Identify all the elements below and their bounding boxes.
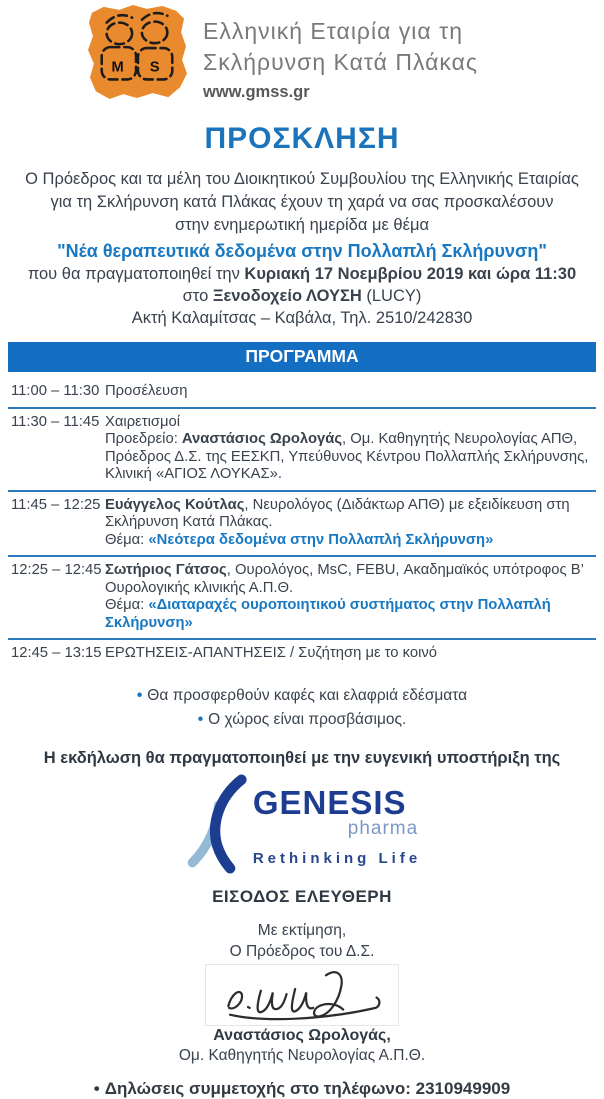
event-venue-line	[0, 285, 604, 307]
program-row	[8, 640, 596, 669]
bullet-icon: •	[197, 710, 204, 728]
genesis-logo-text	[253, 776, 421, 867]
speaker-name: Ευάγγελος Κούτλας	[105, 496, 245, 513]
program-row	[8, 557, 596, 640]
topic-line	[105, 597, 592, 632]
sponsor-logo	[0, 776, 604, 872]
header	[0, 0, 604, 102]
chair-label: Προεδρείο:	[105, 431, 182, 447]
program-desc	[105, 497, 596, 550]
row-chair	[105, 431, 592, 484]
program-row	[8, 378, 596, 409]
event-address-line: Ακτή Καλαμίτσας – Καβάλα, Τηλ. 2510/242830	[131, 309, 473, 327]
program-table	[8, 378, 596, 669]
speaker-name: Σωτήριος Γάτσος	[105, 562, 227, 578]
event-theme: "Νέα θεραπευτικά δεδομένα στην Πολλαπλή Σκλήρυνση"	[57, 241, 547, 261]
ms-society-logo-icon	[86, 3, 188, 101]
sponsor-name: GENESIS	[252, 783, 407, 821]
signer-name: Αναστάσιος Ωρολογάς,	[213, 1026, 391, 1044]
venue-prefix: στο	[182, 287, 213, 305]
org-name-block	[203, 3, 478, 102]
date-prefix: που θα πραγματοποιηθεί την	[27, 265, 245, 283]
closing-role: Ο Πρόεδρος του Δ.Σ.	[229, 942, 375, 960]
chair-name: Αναστάσιος Ωρολογάς	[181, 431, 343, 447]
registration-text: Δηλώσεις συμμετοχής στο τηλέφωνο: 2310949909	[104, 1078, 511, 1098]
speaker-line	[105, 497, 592, 532]
registration-line	[0, 1079, 604, 1099]
topic-line	[105, 532, 592, 550]
logo-letter-s: S	[149, 59, 160, 76]
org-name-line2: Σκλήρυνση Κατά Πλάκας	[203, 49, 479, 75]
intro-line2: για τη Σκλήρυνση κατά Πλάκας έχουν τη χαρά να σας προσκαλέσουν	[50, 193, 554, 211]
topic-label: Θέμα:	[105, 597, 149, 613]
bullet-icon: •	[93, 1078, 100, 1098]
event-date-line	[0, 263, 604, 285]
program-desc	[105, 414, 596, 484]
date-value: Κυριακή 17 Νοεμβρίου 2019 και ώρα 11:30	[244, 265, 577, 283]
note-item	[0, 684, 604, 708]
program-time: 12:45 – 13:15	[11, 645, 102, 661]
sponsor-tagline: Rethinking Life	[252, 849, 422, 867]
signature	[205, 964, 399, 1026]
program-banner: ΠΡΟΓΡΑΜΜΑ	[8, 342, 596, 372]
intro-paragraph	[0, 168, 604, 237]
row-greeting: Χαιρετισμοί	[105, 413, 181, 430]
support-statement: Η εκδήλωση θα πραγματοποιηθεί με την ευγενική υποστήριξη της	[43, 748, 561, 767]
closing-regards: Με εκτίμηση,	[257, 921, 347, 939]
program-time: 12:25 – 12:45	[11, 562, 102, 578]
genesis-logo-icon	[183, 776, 249, 872]
bullet-icon: •	[136, 686, 143, 704]
program-desc: ΕΡΩΤΗΣΕΙΣ-ΑΠΑΝΤΗΣΕΙΣ / Συζήτηση με το κοινό	[105, 645, 438, 661]
free-entry-notice: ΕΙΣΟΔΟΣ ΕΛΕΥΘΕΡΗ	[212, 886, 392, 906]
intro-line3: στην ενημερωτική ημερίδα με θέμα	[174, 216, 429, 234]
logo-letter-m: M	[111, 59, 124, 76]
org-website: www.gmss.gr	[203, 83, 310, 101]
topic-title: «Διαταραχές ουροποιητικού συστήματος στην Πολλαπλή Σκλήρυνση»	[105, 597, 551, 631]
chair-credentials: , Ομ. Καθηγητής Νευρολογίας ΑΠΘ, Πρόεδρος Δ.Σ. της ΕΕΣΚΠ, Υπεύθυνος Κέντρου Πολλαπλής Σκλήρυνσης, Κλινική «ΑΓΙΟΣ ΛΟΥΚΑΣ».	[105, 431, 589, 482]
sponsor-division: pharma	[347, 817, 419, 839]
venue-name: Ξενοδοχείο ΛΟΥΣΗ	[212, 287, 362, 305]
page-title: ΠΡΟΣΚΛΗΣΗ	[204, 122, 400, 155]
note-text: Ο χώρος είναι προσβάσιμος.	[208, 710, 407, 728]
program-time: 11:45 – 12:25	[11, 496, 101, 513]
topic-label: Θέμα:	[105, 531, 149, 548]
program-desc	[105, 562, 596, 632]
program-desc: Προσέλευση	[105, 383, 188, 399]
signature-icon	[206, 965, 398, 1025]
signer-title: Ομ. Καθηγητής Νευρολογίας Α.Π.Θ.	[178, 1046, 426, 1064]
speaker-credentials: , Νευρολόγος (Διδάκτωρ ΑΠΘ) με εξειδίκευση στη Σκλήρυνση Κατά Πλάκας.	[105, 496, 570, 530]
intro-line1: Ο Πρόεδρος και τα μέλη του Διοικητικού Συμβουλίου της Ελληνικής Εταιρίας	[25, 170, 579, 188]
program-row	[8, 492, 596, 558]
venue-suffix: (LUCY)	[361, 287, 422, 305]
note-item	[0, 708, 604, 732]
note-text: Θα προσφερθούν καφές και ελαφριά εδέσματα	[147, 686, 468, 704]
program-time: 11:00 – 11:30	[11, 383, 100, 399]
org-name-line1: Ελληνική Εταιρία για τη	[203, 18, 463, 44]
topic-title: «Νεότερα δεδομένα στην Πολλαπλή Σκλήρυνση»	[148, 531, 494, 548]
program-row	[8, 409, 596, 492]
notes	[0, 684, 604, 732]
speaker-credentials: , Ουρολόγος, MsC, FEBU, Ακαδημαϊκός υπότροφος Β’ Ουρολογικής κλινικής Α.Π.Θ.	[105, 562, 584, 596]
closing-block	[0, 920, 604, 962]
speaker-line	[105, 562, 592, 597]
program-time: 11:30 – 11:45	[11, 413, 100, 430]
